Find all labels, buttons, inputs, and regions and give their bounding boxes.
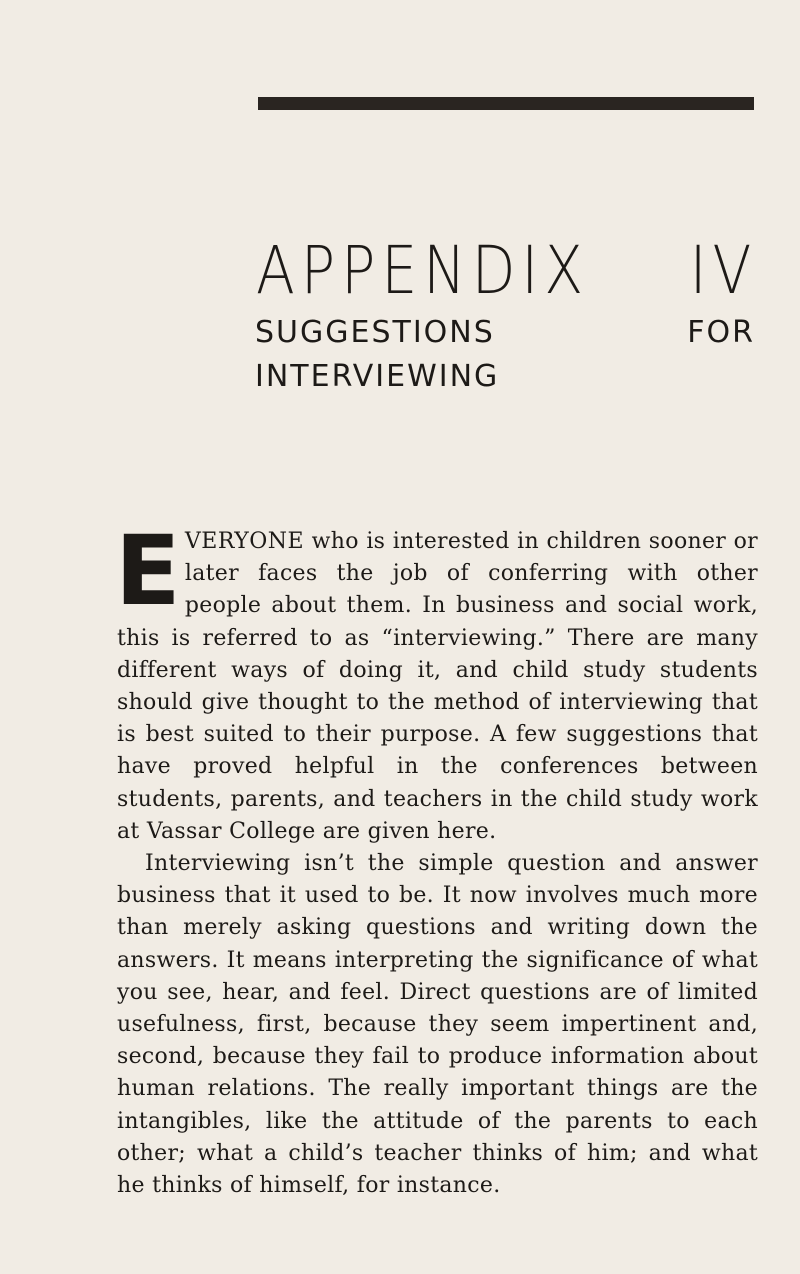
subtitle-line-2: INTERVIEWING xyxy=(255,359,500,394)
body-text xyxy=(115,515,758,1202)
lead-word: VERYONE xyxy=(184,529,305,554)
header-rule xyxy=(258,97,754,110)
paragraph-1 xyxy=(115,515,758,848)
drop-cap: E xyxy=(115,515,181,627)
appendix-title: APPENDIX IV xyxy=(256,232,758,309)
subtitle-line-1: SUGGESTIONS FOR xyxy=(255,315,755,350)
paragraph-1-text: who is interested in children sooner or later faces the job of conferring with other people about them. In business and social work, this is referred to as “interviewing.” There are many different ways of doing it, and child study students should give thought to the method of interviewing that is best suited to their purpose. A few suggestions that have proved helpful in the conferences between students, parents, and teachers in the child study work at Vassar College are given here. xyxy=(117,529,758,844)
paragraph-2: Interviewing isn’t the simple question and answer business that it used to be. It now involves much more than merely asking questions and writing down the answers. It means interpreting the significance of what you see, hear, and feel. Direct questions are of limited usefulness, first, because they seem impertinent and, second, because they fail to produce information about human relations. The really important things are the intangibles, like the attitude of the parents to each other; what a child’s teacher thinks of him; and what he thinks of himself, for instance. xyxy=(117,851,758,1199)
